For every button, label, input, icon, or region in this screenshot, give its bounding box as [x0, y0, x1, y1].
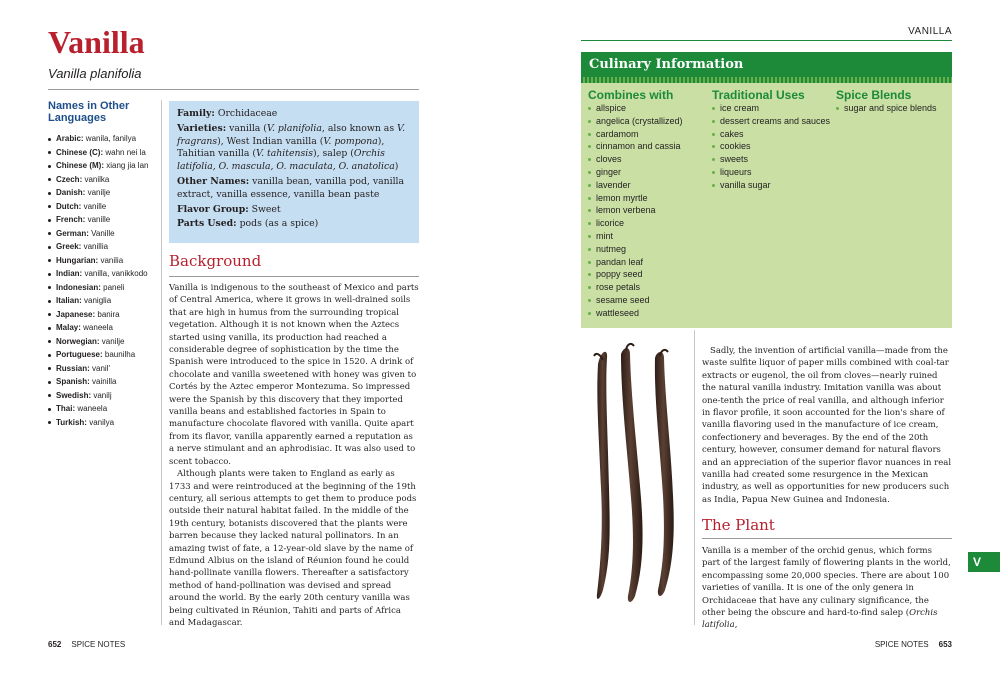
combines-item: poppy seed — [588, 268, 683, 281]
blend-item: sugar and spice blends — [836, 102, 937, 115]
language-name-item: Arabic: wanila, fanilya — [48, 132, 156, 146]
traditional-item: liqueurs — [712, 166, 830, 179]
footer-right — [875, 640, 952, 649]
blends-column — [836, 88, 937, 115]
combines-item: cinnamon and cassia — [588, 140, 683, 153]
latin-name: Vanilla planifolia — [48, 66, 142, 81]
combines-item: lemon myrtle — [588, 192, 683, 205]
traditional-item: dessert creams and sauces — [712, 115, 830, 128]
traditional-item: cookies — [712, 140, 830, 153]
language-name-item: Danish: vanilje — [48, 186, 156, 200]
facts-varieties: Varieties: vanilla (V. planifolia, also known as V. fragrans), West Indian vanilla (V. pompona), Tahitian vanilla (V. tahitensis), salep (Orchis latifolia, O. mascula, O. maculata, O. anatolica) — [177, 122, 406, 173]
combines-item: allspice — [588, 102, 683, 115]
culinary-title: Culinary Information — [589, 57, 744, 72]
language-name-item: Indian: vanilla, vanikkodo — [48, 267, 156, 281]
traditional-list — [712, 102, 830, 192]
language-name-item: Turkish: vanilya — [48, 416, 156, 430]
facts-family: Family: Orchidaceae — [177, 108, 278, 119]
combines-item: cardamom — [588, 128, 683, 141]
combines-item: cloves — [588, 153, 683, 166]
page-title: Vanilla — [48, 24, 145, 60]
facts-box — [169, 101, 419, 243]
combines-item: lemon verbena — [588, 204, 683, 217]
combines-item: licorice — [588, 217, 683, 230]
vanilla-pod — [621, 344, 643, 602]
facts-flavor-group: Flavor Group: Sweet — [177, 203, 281, 215]
language-name-item: Russian: vanil' — [48, 362, 156, 376]
language-name-item: Norwegian: vanilje — [48, 335, 156, 349]
background-paragraph: Vanilla is indigenous to the southeast of Mexico and parts of Central America, where it grows in well-drained soils that are high in humus from the surrounding tropical vegetation. Although it is not known when the Aztecs started using vanilla, its production had reached a considerable degree of sophistication by the time the Spanish were introduced to the spice in 1520. A drink of chocolate and vanilla sweetened with honey was given to Cortés by the Aztec emperor Montezuma. So impressed were the Spanish by this discovery that they imported vanilla beans and established factories in Spain to manufacture chocolate flavored with vanilla. Quite apart from its flavor, vanilla apparently earned a reputation as a nerve stimulant and an aphrodisiac. It was also used to scent tobacco. — [169, 283, 419, 467]
blends-heading: Spice Blends — [836, 88, 912, 102]
combines-column — [588, 88, 683, 320]
footer-label: SPICE NOTES — [874, 640, 929, 649]
alphabet-thumb-tab: V — [968, 552, 1000, 572]
artificial-vanilla-paragraph: Sadly, the invention of artificial vanilla—made from the waste sulfite liquor of paper mills combined with coal-tar extracts or eugenol, the oil from cloves—nearly ruined the natural vanilla industry. Imitation vanilla was about one-tenth the price of real vanilla, and although inferior in flavor profile, it soon accounted for the lion's share of vanilla flavoring used in the manufacture of ice cream, confectionery and beverages. By the end of the 20th century, however, consumer demand for natural flavors and an appreciation of the superior flavor nuances in real vanilla had created some resurgence in the Mexican industry, as well as opportunities for new producers such as India, Papua New Guinea and Indonesia. — [702, 346, 952, 505]
language-name-item: Chinese (M): xiang jia lan — [48, 159, 156, 173]
language-name-item: Spanish: vainilla — [48, 375, 156, 389]
combines-list — [588, 102, 683, 320]
culinary-info-box — [581, 52, 952, 328]
combines-item: nutmeg — [588, 243, 683, 256]
page-number: 652 — [48, 640, 62, 649]
combines-heading: Combines with — [588, 88, 674, 102]
traditional-heading: Traditional Uses — [712, 88, 805, 102]
culinary-header — [581, 52, 952, 77]
traditional-column — [712, 88, 830, 192]
combines-item: wattleseed — [588, 307, 683, 320]
page-number: 653 — [938, 640, 952, 649]
culinary-stripes — [581, 77, 952, 83]
language-name-item: Indonesian: paneli — [48, 281, 156, 295]
language-name-item: Portuguese: baunilha — [48, 348, 156, 362]
combines-item: mint — [588, 230, 683, 243]
blends-list — [836, 102, 937, 115]
background-divider — [169, 276, 419, 277]
combines-item: lavender — [588, 179, 683, 192]
combines-item: sesame seed — [588, 294, 683, 307]
column-divider — [161, 100, 162, 625]
names-sidebar — [48, 100, 156, 429]
running-head: VANILLA — [908, 26, 952, 37]
traditional-item: sweets — [712, 153, 830, 166]
names-list — [48, 132, 156, 429]
plant-divider — [702, 538, 952, 539]
language-name-item: Thai: waneela — [48, 402, 156, 416]
background-text — [169, 282, 419, 629]
traditional-item: ice cream — [712, 102, 830, 115]
combines-item: rose petals — [588, 281, 683, 294]
language-name-item: Greek: vanillia — [48, 240, 156, 254]
language-name-item: Czech: vanilka — [48, 173, 156, 187]
title-divider — [48, 89, 419, 90]
traditional-item: vanilla sugar — [712, 179, 830, 192]
language-name-item: Swedish: vanilj — [48, 389, 156, 403]
traditional-item: cakes — [712, 128, 830, 141]
combines-item: ginger — [588, 166, 683, 179]
vanilla-pods-photo — [581, 328, 694, 624]
language-name-item: Hungarian: vanilia — [48, 254, 156, 268]
combines-item: angelica (crystallized) — [588, 115, 683, 128]
language-name-item: German: Vanille — [48, 227, 156, 241]
names-heading: Names in Other Languages — [48, 100, 130, 124]
facts-parts-used: Parts Used: pods (as a spice) — [177, 218, 319, 230]
plant-paragraph: Vanilla is a member of the orchid genus, which forms part of the largest family of flowering plants in the world, encompassing some 20,000 species. There are about 100 varieties of vanilla. It is one of the only genera in Orchidaceae that have any culinary significance, the other being the obscure and hard-to-find salep (Orchis latifolia, — [702, 546, 951, 631]
background-heading: Background — [169, 252, 262, 270]
language-name-item: Italian: vaniglia — [48, 294, 156, 308]
vanilla-pod — [594, 352, 610, 599]
combines-item: pandan leaf — [588, 256, 683, 269]
language-name-item: Japanese: banira — [48, 308, 156, 322]
background-paragraph: Although plants were taken to England as early as 1733 and were reintroduced at the beginning of the 19th century, all serious attempts to get them to produce pods outside their natural habitat failed. In the middle of the 19th century, botanists discovered that the plants were barren because they lacked natural pollinators. In an amazing twist of fate, a 12-year-old slave by the name of Edmund Albius on the island of Réunion found he could hand-pollinate vanilla flowers. Thereafter a satisfactory method of hand-pollination was devised and spread around the world. By the early 20th century vanilla was being cultivated in Réunion, Tahiti and parts of Africa and Madagascar. — [169, 469, 417, 628]
vanilla-pod — [655, 350, 674, 596]
language-name-item: French: vanille — [48, 213, 156, 227]
language-name-item: Malay: waneela — [48, 321, 156, 335]
running-head-divider — [581, 40, 952, 41]
footer-left — [48, 640, 125, 649]
language-name-item: Chinese (C): wahn nei la — [48, 146, 156, 160]
language-name-item: Dutch: vanille — [48, 200, 156, 214]
facts-other-names: Other Names: vanilla bean, vanilla pod, vanilla extract, vanilla essence, vanilla bean paste — [177, 175, 405, 200]
column-divider — [694, 330, 695, 625]
plant-heading: The Plant — [702, 516, 775, 534]
footer-label: SPICE NOTES — [71, 640, 126, 649]
